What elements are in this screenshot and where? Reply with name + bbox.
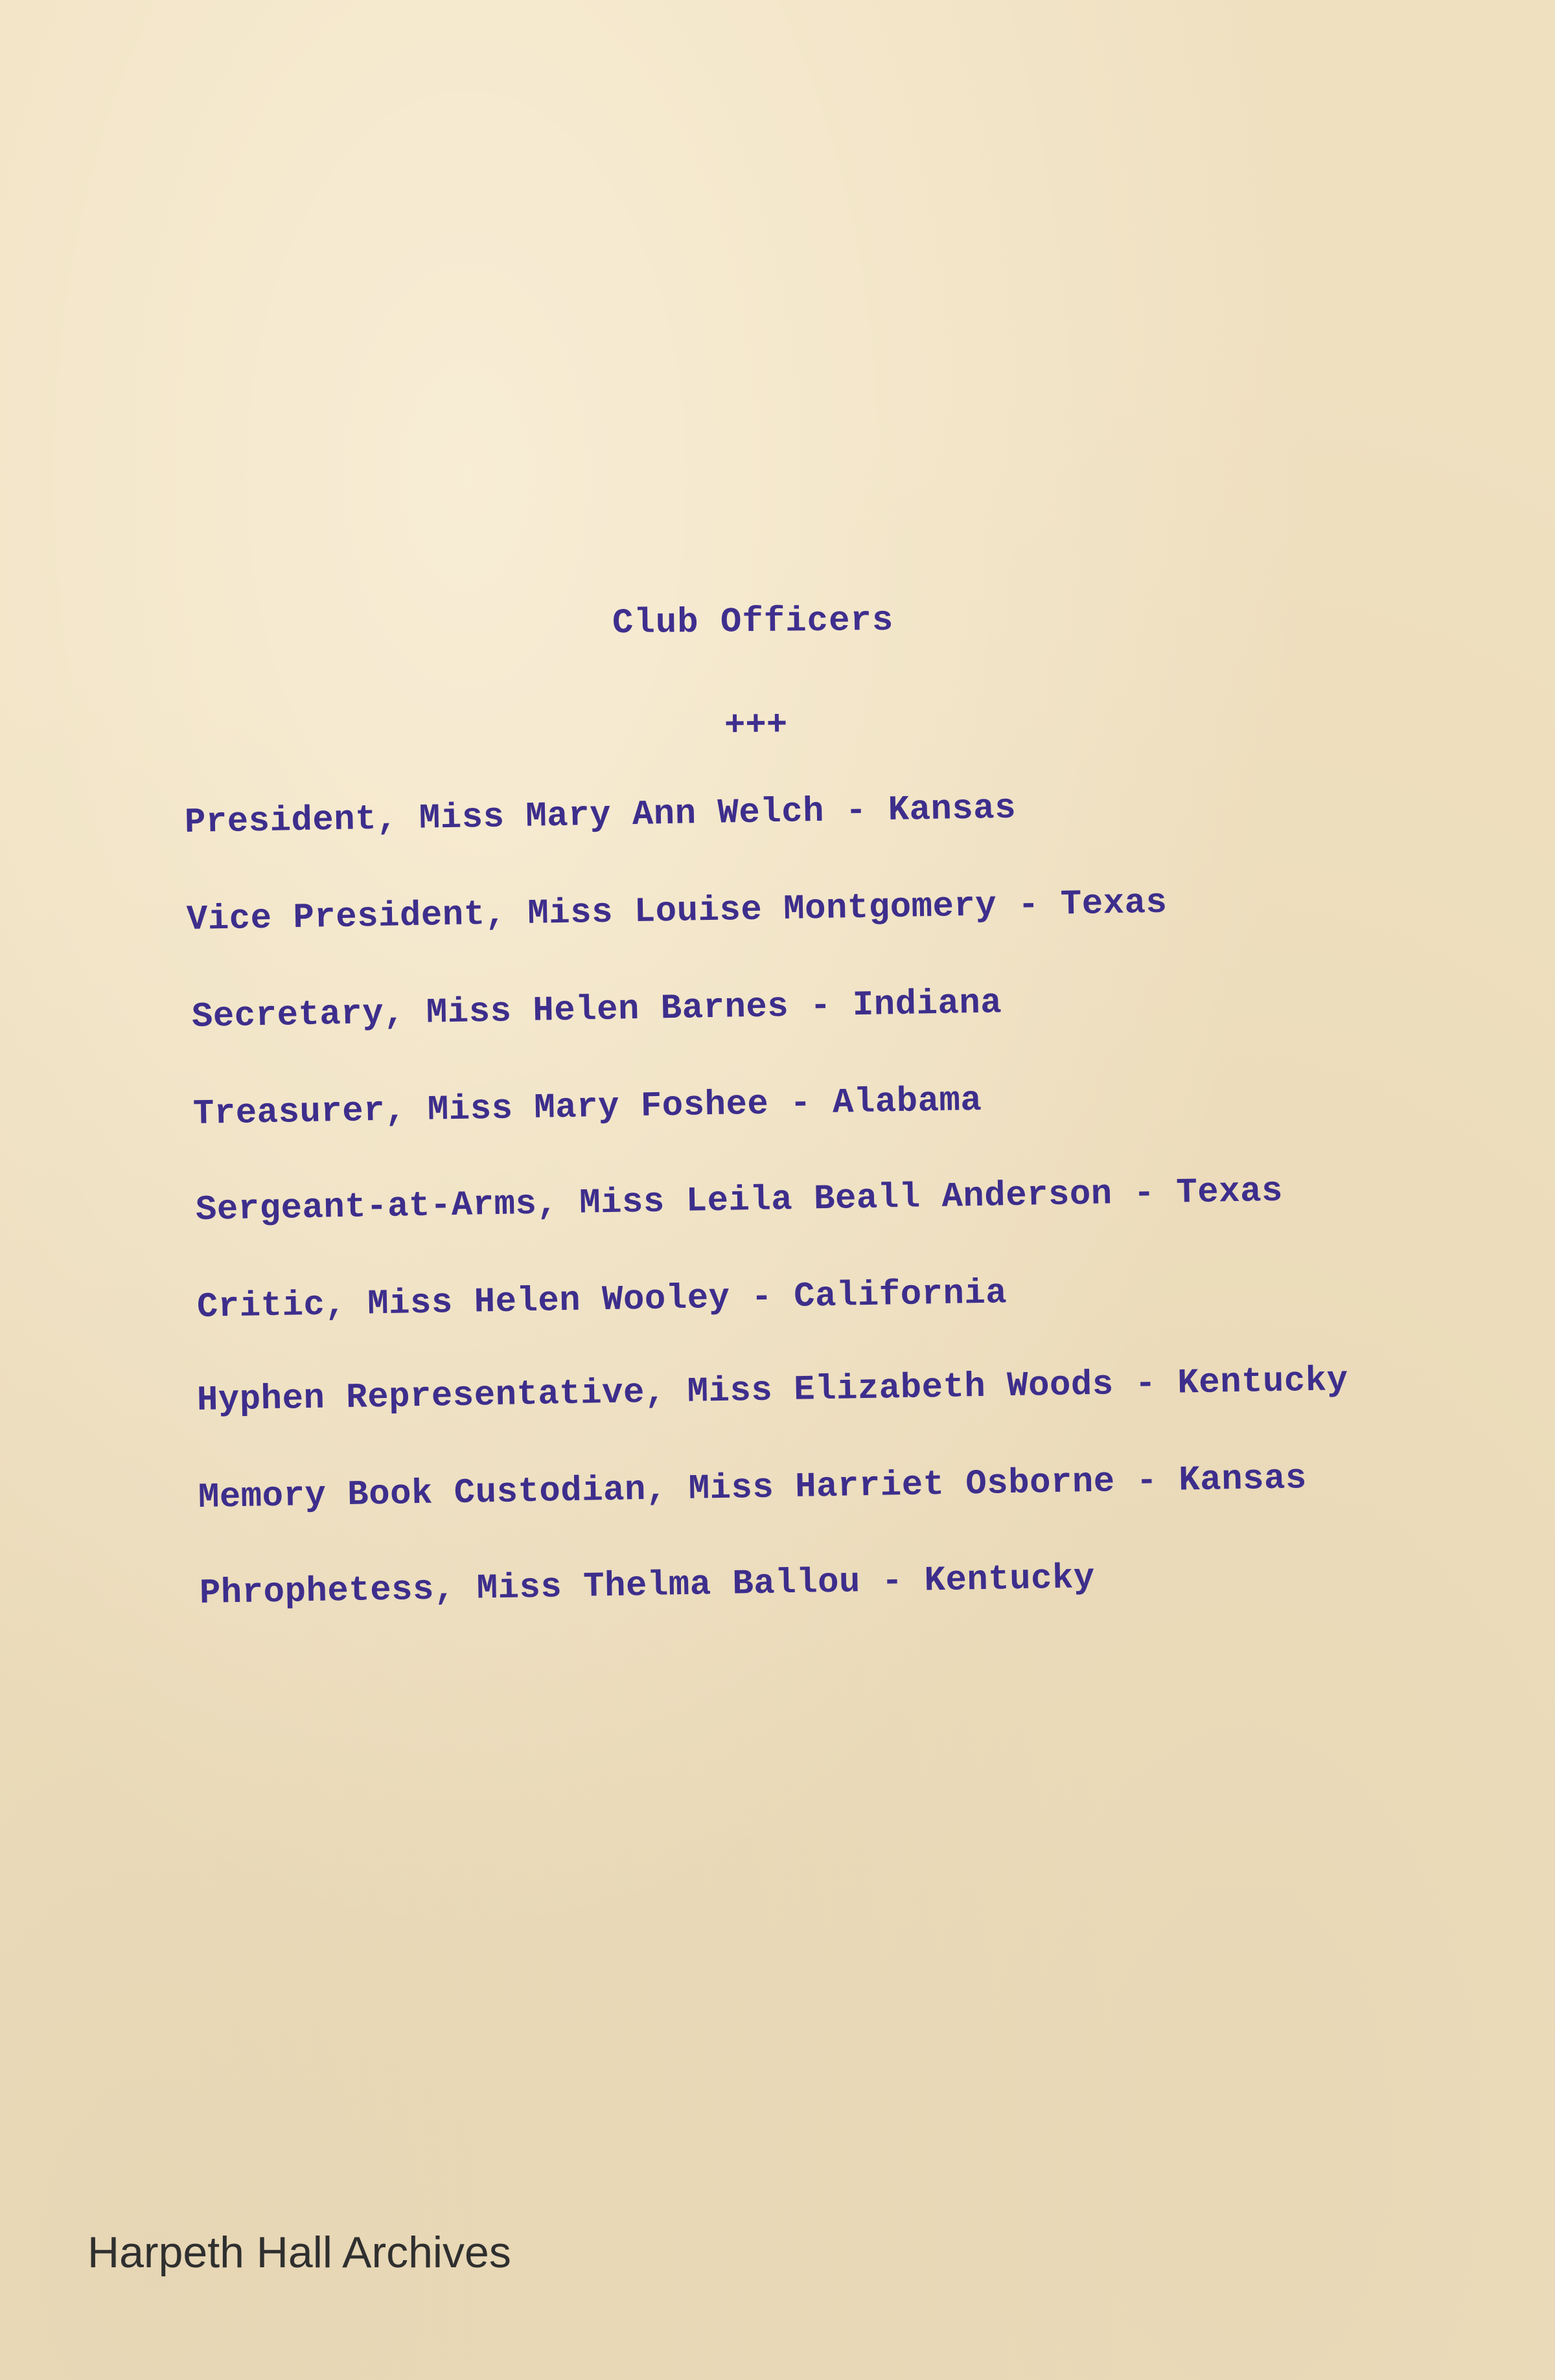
officer-sergeant-at-arms: Sergeant-at-Arms, Miss Leila Beall Anderson - Texas xyxy=(195,1171,1284,1230)
officer-hyphen-representative: Hyphen Representative, Miss Elizabeth Woods - Kentucky xyxy=(196,1360,1349,1421)
page-title: Club Officers xyxy=(612,601,894,644)
officer-critic: Critic, Miss Helen Wooley - California xyxy=(196,1274,1008,1327)
officer-treasurer: Treasurer, Miss Mary Foshee - Alabama xyxy=(192,1081,982,1134)
title-divider: +++ xyxy=(724,705,788,746)
archive-watermark-label: Harpeth Hall Archives xyxy=(87,2228,511,2277)
officer-president: President, Miss Mary Ann Welch - Kansas xyxy=(184,788,1017,843)
officer-secretary: Secretary, Miss Helen Barnes - Indiana xyxy=(191,983,1002,1037)
officer-vice-president: Vice President, Miss Louise Montgomery - Texas xyxy=(186,883,1168,940)
officer-phrophetess: Phrophetess, Miss Thelma Ballou - Kentucky xyxy=(199,1558,1096,1614)
officer-memory-book-custodian: Memory Book Custodian, Miss Harriet Osborne - Kansas xyxy=(198,1459,1307,1518)
